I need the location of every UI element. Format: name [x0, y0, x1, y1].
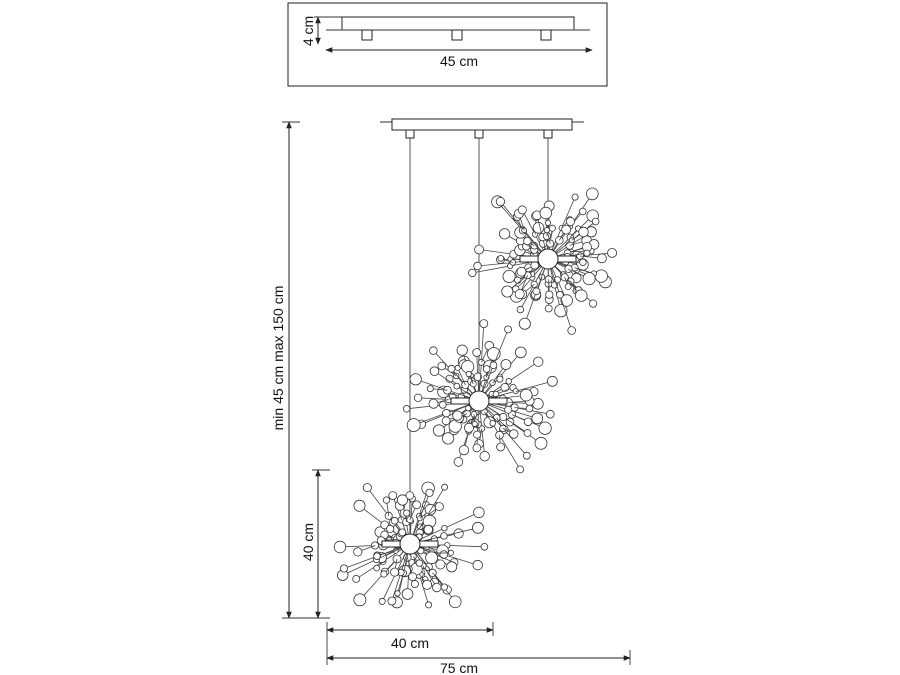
crystal-ball [497, 376, 503, 382]
crystal-ball [472, 522, 483, 533]
crystal-ball [423, 580, 432, 589]
drop-height-label: min 45 cm max 150 cm [270, 285, 286, 431]
crystal-ball [502, 286, 513, 297]
crystal-ball [473, 444, 481, 452]
crystal-ball [580, 259, 587, 266]
crystal-ball [414, 394, 422, 402]
canopy-mount [362, 30, 372, 40]
crystal-ball [354, 594, 366, 606]
crystal-ball [586, 188, 598, 200]
crystal-ball [583, 273, 595, 285]
crystal-ball [523, 452, 530, 459]
crystal-ball [381, 571, 387, 577]
crystal-ball [490, 362, 497, 369]
crystal-ball [481, 543, 488, 550]
crystal-ball [505, 326, 512, 333]
crystal-ball [409, 573, 417, 581]
crystal-ball [497, 443, 505, 451]
crystal-ball [374, 553, 381, 560]
crystal-ball [383, 497, 389, 503]
crystal-ball [505, 406, 512, 413]
crystal-ball [608, 248, 617, 257]
crystal-ball [510, 430, 519, 439]
crystal-ball [426, 602, 432, 608]
crystal-ball [353, 575, 360, 582]
crystal-ball [457, 345, 467, 355]
crystal-ball [500, 425, 506, 431]
crystal-ball [475, 245, 484, 254]
shade-top [469, 188, 617, 334]
crystal-ball [429, 399, 438, 408]
crystal-ball [597, 254, 606, 263]
crystal-ball [407, 517, 413, 523]
crystal-ball [391, 568, 399, 576]
crystal-ball [517, 267, 526, 276]
crystal-ball [354, 548, 362, 556]
canopy-mount [544, 130, 552, 138]
shade-middle [403, 320, 557, 473]
crystal-ball [501, 383, 509, 391]
crystal-ball [545, 220, 550, 225]
crystal-ball [546, 410, 554, 418]
crystal-ball [438, 362, 446, 370]
canopy-mount [541, 30, 551, 40]
crystal-ball [490, 421, 496, 427]
shade-height-label: 40 cm [300, 522, 316, 562]
bulb [538, 249, 558, 269]
crystal-ball [579, 227, 589, 237]
crystal-ball [433, 425, 444, 436]
crystal-ball [448, 550, 453, 555]
crystal-ball [473, 349, 481, 357]
crystal-ball [546, 291, 553, 298]
crystal-ball [579, 208, 586, 215]
canopy-mount [452, 30, 462, 40]
crystal-ball [443, 409, 451, 417]
crystal-ball [532, 413, 543, 424]
crystal-ball [424, 525, 433, 534]
crystal-ball [379, 598, 385, 604]
crystal-ball [430, 367, 439, 376]
crystal-ball [526, 405, 533, 412]
crystal-ball [518, 206, 526, 214]
canopy-width-label: 45 cm [439, 53, 479, 69]
crystal-ball [472, 421, 477, 426]
inset-frame [288, 3, 607, 86]
crystal-ball [416, 560, 423, 567]
crystal-ball [435, 503, 443, 511]
crystal-ball [454, 458, 463, 467]
canopy-mount [475, 130, 483, 138]
crystal-ball [515, 290, 524, 299]
crystal-ball [533, 222, 544, 233]
crystal-ball [584, 250, 590, 256]
crystal-ball [515, 347, 526, 358]
crystal-ball [389, 492, 397, 500]
crystal-ball [433, 583, 442, 592]
bulb [469, 391, 489, 411]
crystal-ball [459, 445, 468, 454]
crystal-ball [535, 437, 547, 449]
crystal-ball [354, 500, 365, 511]
crystal-ball [544, 228, 549, 233]
crystal-ball [436, 560, 445, 569]
crystal-ball [448, 365, 455, 372]
crystal-ball [391, 517, 398, 524]
crystal-ball [496, 197, 504, 205]
crystal-ball [413, 501, 421, 509]
crystal-ball [474, 262, 482, 270]
crystal-ball [545, 305, 552, 312]
suspension-cords [410, 138, 548, 535]
crystal-ball [403, 406, 410, 413]
crystal-ball [531, 261, 539, 269]
crystal-ball [441, 584, 447, 590]
canopy-mount [406, 130, 414, 138]
canopy-height-label: 4 cm [300, 15, 316, 47]
crystal-ball [519, 318, 530, 329]
canopy-detail-inset [288, 3, 607, 86]
crystal-ball [473, 560, 483, 570]
crystal-ball [592, 218, 599, 225]
shade-bottom [334, 482, 488, 608]
total-width-dimension [327, 650, 630, 675]
crystal-ball [595, 270, 607, 282]
crystal-ball [498, 256, 504, 262]
crystal-ball [547, 240, 554, 247]
crystal-ball [442, 525, 448, 531]
crystal-ball [589, 300, 596, 307]
bulb [400, 534, 420, 554]
crystal-ball [449, 596, 461, 608]
crystal-ball [406, 492, 414, 500]
crystal-ball [402, 589, 413, 600]
crystal-ball [562, 225, 571, 234]
crystal-ball [480, 451, 490, 461]
crystal-ball [549, 225, 555, 231]
crystal-ball [395, 591, 400, 596]
crystal-ball [540, 207, 552, 219]
crystal-ball [557, 291, 564, 298]
crystal-ball [404, 510, 410, 516]
crystal-ball [454, 383, 460, 389]
crystal-ball [439, 402, 446, 409]
crystal-ball [334, 541, 346, 553]
crystal-ball [506, 379, 512, 385]
crystal-ball [474, 431, 481, 438]
crystal-ball [374, 565, 380, 571]
crystal-ball [517, 466, 524, 473]
crystal-ball [499, 229, 509, 239]
crystal-ball [474, 507, 485, 518]
crystal-ball [517, 306, 524, 313]
crystal-ball [469, 269, 477, 277]
crystal-ball [453, 411, 462, 420]
crystal-ball [363, 484, 371, 492]
crystal-ball [441, 533, 448, 540]
shade-height-dimension [300, 470, 330, 618]
crystal-ball [447, 562, 457, 572]
crystal-ball [547, 376, 557, 386]
crystal-ball [410, 374, 421, 385]
crystal-ball [442, 484, 448, 490]
crystal-ball [426, 552, 438, 564]
crystal-ball [503, 270, 515, 282]
crystal-ball [520, 389, 532, 401]
crystal-ball [407, 419, 420, 432]
crystal-ball [501, 360, 511, 370]
crystal-ball [568, 327, 576, 335]
shade-width-dimension [327, 622, 493, 665]
canopy-plate [392, 119, 572, 130]
crystal-ball [539, 422, 551, 434]
crystal-ball [483, 366, 490, 373]
crystal-ball [500, 413, 507, 420]
crystal-ball [462, 361, 474, 373]
crystal-ball [566, 217, 574, 225]
crystal-ball [565, 284, 571, 290]
crystal-ball [430, 347, 438, 355]
crystal-ball [388, 597, 396, 605]
crystal-ball [572, 194, 578, 200]
crystal-ball [427, 386, 433, 392]
canopy-plate [342, 17, 574, 30]
total-width-label: 75 cm [439, 660, 479, 675]
crystal-ball [411, 580, 418, 587]
crystal-ball [466, 371, 471, 376]
crystal-ball [576, 290, 588, 302]
shade-width-label: 40 cm [390, 635, 430, 651]
crystal-ball [524, 430, 531, 437]
crystal-ball [480, 320, 488, 328]
crystal-ball [533, 288, 540, 295]
crystal-ball [426, 489, 433, 496]
main-canopy [380, 119, 584, 138]
crystal-ball [442, 417, 450, 425]
crystal-ball [534, 357, 543, 366]
crystal-ball [340, 565, 347, 572]
crystal-ball [524, 418, 532, 426]
